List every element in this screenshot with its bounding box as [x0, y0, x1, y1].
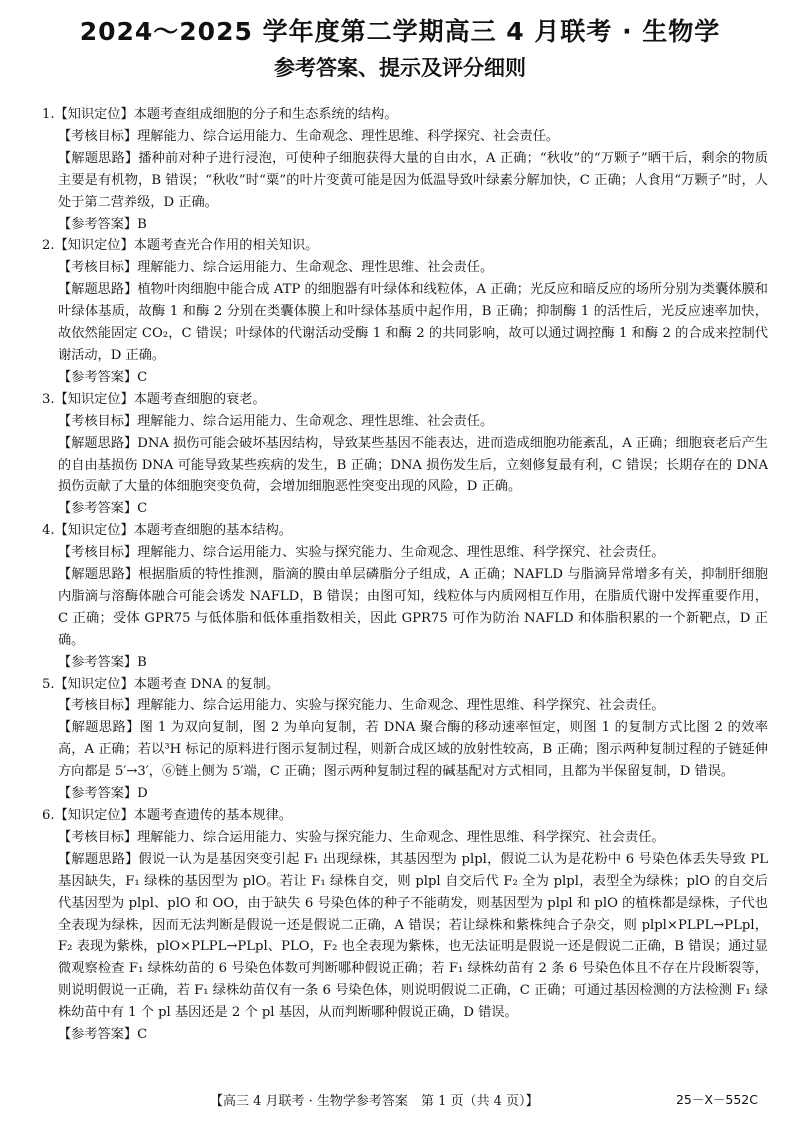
question-block-4	[42, 520, 768, 673]
question-number: 5.	[42, 676, 55, 692]
question-block-6	[42, 805, 768, 1046]
reference-answer: 【参考答案】B	[58, 654, 147, 670]
question-block-1	[42, 104, 768, 235]
solution-analysis: 【解题思路】植物叶肉细胞中能合成 ATP 的细胞器有叶绿体和线粒体，A 正确；光反应和暗反应的场所分别为类囊体膜和叶绿体基质，故酶 1 和酶 2 分别在类囊体膜上和叶绿体基质中起作用，B 正确；抑制酶 1 的活性后，光反应速率加快，故依然能固定 CO₂，C 错误；叶绿体的代谢活动受酶 1 和酶 2 的共同影响，故可以通过调控酶 1 和酶 2 的合成来控制代谢活动，D 正确。	[58, 282, 768, 363]
question-number: 3.	[42, 391, 55, 407]
page-title: 2024～2025 学年度第二学期高三 4 月联考 · 生物学	[79, 17, 721, 46]
solution-analysis: 【解题思路】图 1 为双向复制，图 2 为单向复制，若 DNA 聚合酶的移动速率恒定，则图 1 的复制方式比图 2 的效率高，A 正确；若以³H 标记的原料进行图示复制过程，则新合成区域的放射性较高，B 正确；图示两种复制过程的子链延伸方向都是 5′→3′，⑥链上侧为 5′端，C 正确；图示两种复制过程的碱基配对方式相同，且都为半保留复制，D 错误。	[58, 720, 768, 780]
assessment-goal: 【考核目标】理解能力、综合运用能力、实验与探究能力、生命观念、理性思维、科学探究、社会责任。	[58, 545, 665, 561]
answers-content	[42, 104, 768, 1046]
footer-exam-code: 25－X－552C	[675, 1092, 758, 1107]
question-number: 4.	[42, 523, 55, 539]
knowledge-point: 【知识定位】本题考查光合作用的相关知识。	[54, 238, 319, 254]
knowledge-point: 【知识定位】本题考查 DNA 的复制。	[54, 676, 280, 692]
solution-analysis: 【解题思路】播种前对种子进行浸泡，可使种子细胞获得大量的自由水，A 正确；“秋收”的“万颗子”晒干后，剩余的物质主要是有机物，B 错误；“秋收”时“粟”的叶片变黄可能是因为低温导致叶绿素分解加快，C 正确；人食用“万颗子”时，人处于第二营养级，D 正确。	[58, 150, 768, 210]
question-block-5	[42, 674, 768, 805]
question-number: 6.	[42, 808, 55, 823]
page-subtitle: 参考答案、提示及评分细则	[274, 56, 526, 80]
assessment-goal: 【考核目标】理解能力、综合运用能力、生命观念、理性思维、社会责任。	[58, 260, 494, 276]
assessment-goal: 【考核目标】理解能力、综合运用能力、生命观念、理性思维、科学探究、社会责任。	[58, 128, 560, 144]
reference-answer: 【参考答案】B	[58, 216, 147, 232]
question-block-3	[42, 389, 768, 520]
assessment-goal: 【考核目标】理解能力、综合运用能力、生命观念、理性思维、社会责任。	[58, 413, 494, 429]
solution-analysis: 【解题思路】DNA 损伤可能会破坏基因结构，导致某些基因不能表达，进而造成细胞功能紊乱，A 正确；细胞衰老后产生的自由基损伤 DNA 可能导致某些疾病的发生，B 正确；DNA 损伤发生后，立刻修复最有利，C 错误；长期存在的 DNA 损伤贡献了大量的体细胞突变负荷，会增加细胞恶性突变出现的风险，D 正确。	[58, 435, 768, 495]
knowledge-point: 【知识定位】本题考查组成细胞的分子和生态系统的结构。	[54, 107, 398, 122]
reference-answer: 【参考答案】D	[58, 786, 148, 802]
solution-analysis: 【解题思路】根据脂质的特性推测，脂滴的膜由单层磷脂分子组成，A 正确；NAFLD 与脂滴异常增多有关，抑制肝细胞内脂滴与溶酶体融合可能会诱发 NAFLD，B 错误；由图可知，线粒体与内质网相互作用，在脂质代谢中发挥重要作用，C 正确；受体 GPR75 与低体脂和低体重指数相关，因此 GPR75 可作为防治 NAFLD 和体脂积累的一个新靶点，D 正确。	[58, 567, 768, 648]
assessment-goal: 【考核目标】理解能力、综合运用能力、实验与探究能力、生命观念、理性思维、科学探究、社会责任。	[58, 829, 665, 845]
solution-analysis: 【解题思路】假说一认为是基因突变引起 F₁ 出现绿株，其基因型为 plpl，假说二认为是花粉中 6 号染色体丢失导致 PL 基因缺失，F₁ 绿株的基因型为 plO。若让 F₁ 绿株自交，则 plpl 自交后代 F₂ 全为 plpl，表型全为绿株；plO 的自交后代基因型为 plpl、plO 和 OO，由于缺失 6 号染色体的种子不能萌发，则基因型为 plpl 和 plO 的植株都是绿株，子代也全表现为绿株，因而无法判断是假说一还是假说二正确，A 错误；若让绿株和紫株纯合子杂交，则 plpl×PLPL→PLpl，F₂ 表现为紫株，plO×PLPL→PLpl、PLO，F₂ 也全表现为紫株，也无法证明是假说一还是假说二正确，B 错误；通过显微观察检查 F₁ 绿株幼苗的 6 号染色体数可判断哪种假说正确；若 F₁ 绿株幼苗有 2 条 6 号染色体且不存在片段断裂等，则说明假说一正确，若 F₁ 绿株幼苗仅有一条 6 号染色体，则说明假说二正确，C 正确；可通过基因检测的方法检测 F₁ 绿株幼苗中有 1 个 pl 基因还是 2 个 pl 基因，从而判断哪种假说正确，D 错误。	[58, 851, 768, 1021]
question-number: 2.	[42, 238, 55, 254]
reference-answer: 【参考答案】C	[58, 501, 148, 517]
question-block-2	[42, 235, 768, 388]
reference-answer: 【参考答案】C	[58, 369, 148, 385]
knowledge-point: 【知识定位】本题考查遗传的基本规律。	[54, 808, 292, 823]
question-number: 1.	[42, 107, 55, 122]
footer-page-info: 【高三 4 月联考 · 生物学参考答案 第 1 页（共 4 页）】	[210, 1094, 539, 1109]
knowledge-point: 【知识定位】本题考查细胞的基本结构。	[54, 523, 292, 539]
reference-answer: 【参考答案】C	[58, 1027, 148, 1043]
assessment-goal: 【考核目标】理解能力、综合运用能力、实验与探究能力、生命观念、理性思维、科学探究、社会责任。	[58, 698, 665, 714]
knowledge-point: 【知识定位】本题考查细胞的衰老。	[54, 391, 266, 407]
